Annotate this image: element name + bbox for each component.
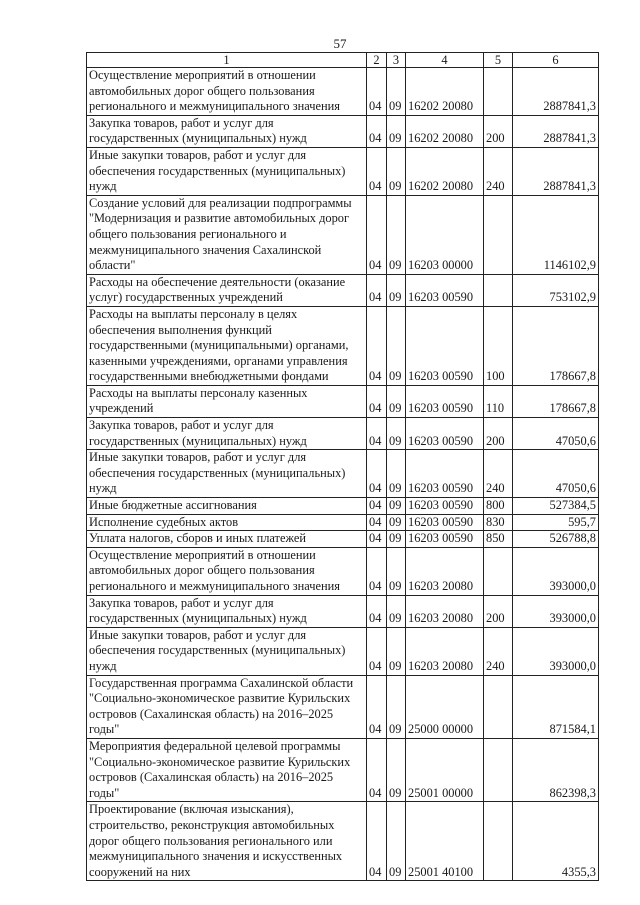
column-header-5: 5 xyxy=(484,53,513,68)
description-cell: Иные закупки товаров, работ и услуг для обеспечения государственных (муниципальных) нужд xyxy=(87,450,367,498)
description-cell: Создание условий для реализации подпрограммы "Модернизация и развитие автомобильных дорог общего пользования регионального и межмуниципального значения Сахалинской области" xyxy=(87,195,367,274)
subsection-cell: 09 xyxy=(387,195,406,274)
amount-cell: 47050,6 xyxy=(513,450,599,498)
table-row xyxy=(87,514,599,531)
target-article-cell: 16203 20080 xyxy=(406,595,484,627)
expense-type-cell: 850 xyxy=(484,531,513,548)
expense-type-cell: 240 xyxy=(484,450,513,498)
table-row xyxy=(87,738,599,801)
table-body xyxy=(87,68,599,881)
description-cell: Закупка товаров, работ и услуг для государственных (муниципальных) нужд xyxy=(87,595,367,627)
amount-cell: 2887841,3 xyxy=(513,147,599,195)
target-article-cell: 16203 00590 xyxy=(406,306,484,385)
description-cell: Иные закупки товаров, работ и услуг для обеспечения государственных (муниципальных) нужд xyxy=(87,627,367,675)
table-row xyxy=(87,115,599,147)
description-cell: Расходы на выплаты персоналу казенных учреждений xyxy=(87,385,367,417)
subsection-cell: 09 xyxy=(387,274,406,306)
column-header-3: 3 xyxy=(387,53,406,68)
target-article-cell: 16203 00590 xyxy=(406,498,484,515)
section-cell: 04 xyxy=(367,595,387,627)
amount-cell: 527384,5 xyxy=(513,498,599,515)
expense-type-cell: 200 xyxy=(484,115,513,147)
subsection-cell: 09 xyxy=(387,68,406,116)
target-article-cell: 16203 00590 xyxy=(406,531,484,548)
target-article-cell: 16202 20080 xyxy=(406,115,484,147)
table-row xyxy=(87,418,599,450)
description-cell: Закупка товаров, работ и услуг для государственных (муниципальных) нужд xyxy=(87,418,367,450)
description-cell: Исполнение судебных актов xyxy=(87,514,367,531)
target-article-cell: 25000 00000 xyxy=(406,675,484,738)
column-header-4: 4 xyxy=(406,53,484,68)
table-row xyxy=(87,385,599,417)
section-cell: 04 xyxy=(367,627,387,675)
section-cell: 04 xyxy=(367,450,387,498)
table-row xyxy=(87,802,599,881)
subsection-cell: 09 xyxy=(387,450,406,498)
table-row xyxy=(87,627,599,675)
amount-cell: 526788,8 xyxy=(513,531,599,548)
page-number: 57 xyxy=(333,36,347,51)
target-article-cell: 16203 20080 xyxy=(406,627,484,675)
amount-cell: 2887841,3 xyxy=(513,115,599,147)
expense-type-cell xyxy=(484,675,513,738)
table-row xyxy=(87,547,599,595)
amount-cell: 862398,3 xyxy=(513,738,599,801)
section-cell: 04 xyxy=(367,147,387,195)
table-row xyxy=(87,274,599,306)
section-cell: 04 xyxy=(367,498,387,515)
description-cell: Проектирование (включая изыскания), строительство, реконструкция автомобильных дорог общего пользования регионального или межмуниципального значения и искусственных сооружений на них xyxy=(87,802,367,881)
table-row xyxy=(87,195,599,274)
target-article-cell: 16203 20080 xyxy=(406,547,484,595)
subsection-cell: 09 xyxy=(387,627,406,675)
subsection-cell: 09 xyxy=(387,595,406,627)
expense-type-cell xyxy=(484,195,513,274)
amount-cell: 4355,3 xyxy=(513,802,599,881)
table-row xyxy=(87,306,599,385)
description-cell: Расходы на обеспечение деятельности (оказание услуг) государственных учреждений xyxy=(87,274,367,306)
subsection-cell: 09 xyxy=(387,675,406,738)
expense-type-cell: 800 xyxy=(484,498,513,515)
column-header-1: 1 xyxy=(87,53,367,68)
table-row xyxy=(87,450,599,498)
table-row xyxy=(87,531,599,548)
expense-type-cell: 100 xyxy=(484,306,513,385)
table-row xyxy=(87,595,599,627)
subsection-cell: 09 xyxy=(387,385,406,417)
target-article-cell: 16203 00590 xyxy=(406,274,484,306)
target-article-cell: 16203 00590 xyxy=(406,514,484,531)
description-cell: Иные бюджетные ассигнования xyxy=(87,498,367,515)
expense-type-cell: 240 xyxy=(484,147,513,195)
section-cell: 04 xyxy=(367,547,387,595)
amount-cell: 393000,0 xyxy=(513,627,599,675)
section-cell: 04 xyxy=(367,274,387,306)
budget-table xyxy=(86,52,599,881)
section-cell: 04 xyxy=(367,514,387,531)
description-cell: Государственная программа Сахалинской области "Социально-экономическое развитие Курильских островов (Сахалинская область) на 2016–2025 годы" xyxy=(87,675,367,738)
target-article-cell: 16203 00590 xyxy=(406,418,484,450)
description-cell: Мероприятия федеральной целевой программы "Социально-экономическое развитие Курильских островов (Сахалинская область) на 2016–2025 годы" xyxy=(87,738,367,801)
subsection-cell: 09 xyxy=(387,531,406,548)
description-cell: Осуществление мероприятий в отношении автомобильных дорог общего пользования регионального и межмуниципального значения xyxy=(87,68,367,116)
amount-cell: 1146102,9 xyxy=(513,195,599,274)
section-cell: 04 xyxy=(367,675,387,738)
section-cell: 04 xyxy=(367,68,387,116)
section-cell: 04 xyxy=(367,802,387,881)
expense-type-cell: 110 xyxy=(484,385,513,417)
target-article-cell: 16202 20080 xyxy=(406,68,484,116)
expense-type-cell xyxy=(484,274,513,306)
subsection-cell: 09 xyxy=(387,738,406,801)
table-row xyxy=(87,68,599,116)
subsection-cell: 09 xyxy=(387,115,406,147)
description-cell: Иные закупки товаров, работ и услуг для обеспечения государственных (муниципальных) нужд xyxy=(87,147,367,195)
column-header-2: 2 xyxy=(367,53,387,68)
description-cell: Расходы на выплаты персоналу в целях обеспечения выполнения функций государственными (муниципальными) органами, казенными учреждениями, органами управления государственными внебюджетными фондами xyxy=(87,306,367,385)
target-article-cell: 25001 40100 xyxy=(406,802,484,881)
section-cell: 04 xyxy=(367,531,387,548)
subsection-cell: 09 xyxy=(387,498,406,515)
subsection-cell: 09 xyxy=(387,306,406,385)
expense-type-cell xyxy=(484,802,513,881)
expense-type-cell xyxy=(484,738,513,801)
target-article-cell: 16202 20080 xyxy=(406,147,484,195)
target-article-cell: 25001 00000 xyxy=(406,738,484,801)
section-cell: 04 xyxy=(367,418,387,450)
table-row xyxy=(87,675,599,738)
expense-type-cell: 200 xyxy=(484,418,513,450)
amount-cell: 47050,6 xyxy=(513,418,599,450)
expense-type-cell xyxy=(484,68,513,116)
amount-cell: 393000,0 xyxy=(513,595,599,627)
expense-type-cell: 830 xyxy=(484,514,513,531)
amount-cell: 178667,8 xyxy=(513,385,599,417)
table-row xyxy=(87,147,599,195)
description-cell: Уплата налогов, сборов и иных платежей xyxy=(87,531,367,548)
target-article-cell: 16203 00590 xyxy=(406,385,484,417)
amount-cell: 753102,9 xyxy=(513,274,599,306)
subsection-cell: 09 xyxy=(387,418,406,450)
expense-type-cell: 240 xyxy=(484,627,513,675)
amount-cell: 595,7 xyxy=(513,514,599,531)
section-cell: 04 xyxy=(367,385,387,417)
section-cell: 04 xyxy=(367,195,387,274)
target-article-cell: 16203 00000 xyxy=(406,195,484,274)
column-header-6: 6 xyxy=(513,53,599,68)
amount-cell: 178667,8 xyxy=(513,306,599,385)
subsection-cell: 09 xyxy=(387,147,406,195)
subsection-cell: 09 xyxy=(387,802,406,881)
section-cell: 04 xyxy=(367,306,387,385)
amount-cell: 871584,1 xyxy=(513,675,599,738)
section-cell: 04 xyxy=(367,738,387,801)
amount-cell: 2887841,3 xyxy=(513,68,599,116)
description-cell: Закупка товаров, работ и услуг для государственных (муниципальных) нужд xyxy=(87,115,367,147)
amount-cell: 393000,0 xyxy=(513,547,599,595)
section-cell: 04 xyxy=(367,115,387,147)
target-article-cell: 16203 00590 xyxy=(406,450,484,498)
expense-type-cell: 200 xyxy=(484,595,513,627)
expense-type-cell xyxy=(484,547,513,595)
description-cell: Осуществление мероприятий в отношении автомобильных дорог общего пользования регионального и межмуниципального значения xyxy=(87,547,367,595)
header-row xyxy=(87,53,599,68)
subsection-cell: 09 xyxy=(387,514,406,531)
table-row xyxy=(87,498,599,515)
subsection-cell: 09 xyxy=(387,547,406,595)
